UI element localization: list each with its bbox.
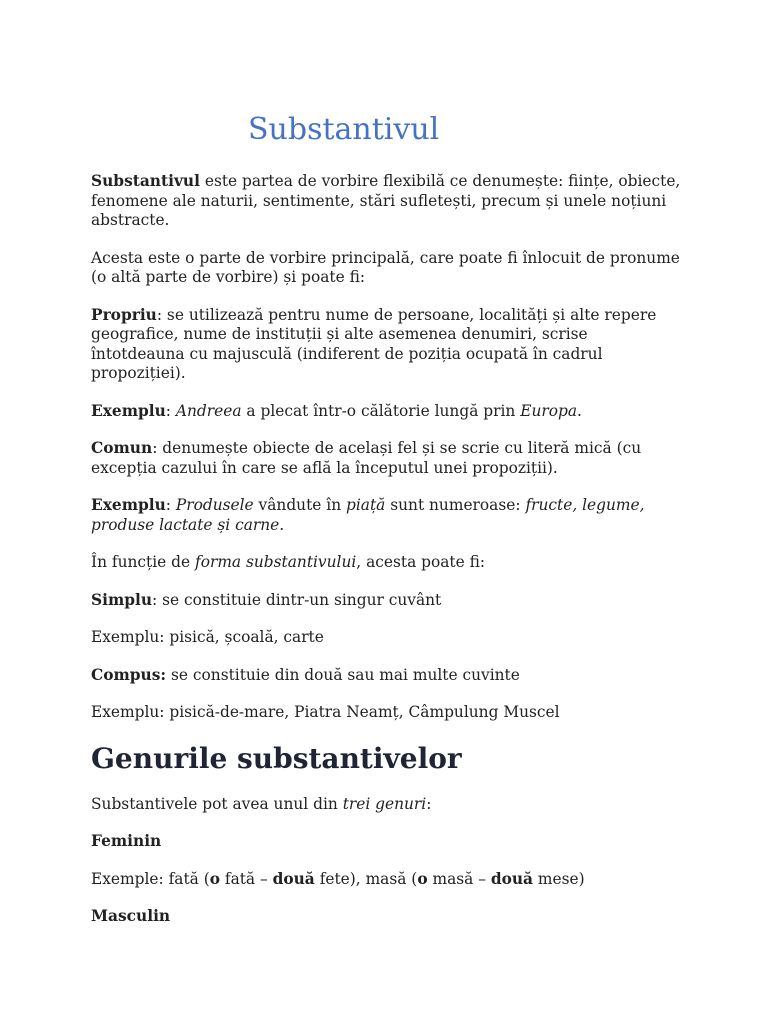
- paragraph-text: se constituie din două sau mai multe cuvinte: [166, 665, 520, 684]
- separator-text: :: [165, 401, 176, 420]
- paragraph-text: sunt numeroase:: [385, 496, 526, 514]
- bold-term: Feminin: [91, 832, 162, 850]
- document-body: [91, 172, 686, 945]
- bold-term: Substantivul: [91, 172, 200, 190]
- paragraph-text: În funcție de: [91, 553, 195, 571]
- common-noun-example: [91, 496, 686, 535]
- paragraph-text: : denumește obiecte de același fel și se scrie cu literă mică (cu excepția cazului în care se află la începutul unei propoziții).: [91, 439, 642, 477]
- paragraph-text: masă –: [427, 869, 491, 888]
- paragraph-text: fată –: [219, 869, 273, 888]
- proper-noun-paragraph: [91, 306, 686, 384]
- paragraph-text: vândute în: [253, 496, 347, 514]
- simple-noun-paragraph: [91, 591, 686, 611]
- italic-text: fructe, legume, produse lactate și carne: [91, 496, 645, 534]
- compound-noun-example: Exemplu: pisică-de-mare, Piatra Neamț, Câmpulung Muscel: [91, 703, 560, 721]
- paragraph-text: mese): [533, 869, 585, 888]
- definition-paragraph: [91, 172, 686, 231]
- paragraph-text: Exemple: fată (: [91, 869, 210, 888]
- bold-term: Comun: [91, 439, 153, 457]
- genders-intro-paragraph: [91, 795, 686, 815]
- bold-term: două: [490, 869, 534, 888]
- section-heading-genders: Genurile substantivelor: [91, 741, 462, 775]
- bold-term: o: [417, 869, 428, 888]
- bold-term: Simplu: [91, 590, 153, 609]
- bold-term: Exemplu: [91, 401, 166, 420]
- common-noun-paragraph: [91, 439, 686, 478]
- feminine-example: [91, 870, 686, 890]
- bold-term: două: [272, 869, 315, 888]
- simple-noun-example: Exemplu: pisică, școală, carte: [91, 628, 324, 646]
- paragraph-text: .: [279, 515, 285, 534]
- italic-text: piață: [346, 496, 386, 514]
- bold-term: o: [209, 869, 220, 888]
- paragraph-text: fete), masă (: [314, 869, 418, 888]
- paragraph-text: :: [426, 794, 432, 813]
- italic-text: forma substantivului: [195, 553, 357, 571]
- italic-text: Andreea: [175, 401, 242, 420]
- italic-text: trei genuri: [342, 794, 427, 813]
- masculine-label: [91, 907, 686, 927]
- paragraph-text: este partea de vorbire flexibilă ce denumește: ființe, obiecte, fenomene ale naturii, sentimente, stări sufletești, precum și unele noțiuni abstracte.: [91, 172, 681, 229]
- feminine-label: [91, 832, 686, 852]
- paragraph-text: : se constituie dintr-un singur cuvânt: [152, 590, 442, 609]
- paragraph-text: : se utilizează pentru nume de persoane, localități și alte repere geografice, nume de instituții și alte asemenea denumiri, scrise întotdeauna cu majusculă (indiferent de poziția ocupată în cadrul propoziției).: [91, 305, 657, 382]
- proper-noun-example: [91, 402, 686, 422]
- paragraph-text: Substantivele pot avea unul din: [91, 794, 343, 813]
- bold-term: Compus:: [91, 665, 167, 684]
- bold-term: Exemplu: [91, 496, 166, 514]
- form-intro-paragraph: [91, 553, 686, 573]
- bold-term: Masculin: [91, 907, 171, 925]
- compound-noun-paragraph: [91, 666, 686, 686]
- document-title: Substantivul: [248, 112, 440, 147]
- paragraph-text: .: [577, 401, 582, 420]
- classification-intro-paragraph: Acesta este o parte de vorbire principală, care poate fi înlocuit de pronume (o altă parte de vorbire) și poate fi:: [91, 248, 680, 286]
- italic-text: Europa: [520, 401, 578, 420]
- italic-text: Produsele: [175, 496, 254, 514]
- bold-term: Propriu: [91, 305, 157, 324]
- paragraph-text: a plecat într-o călătorie lungă prin: [241, 401, 521, 420]
- separator-text: :: [165, 496, 176, 514]
- paragraph-text: , acesta poate fi:: [356, 553, 486, 571]
